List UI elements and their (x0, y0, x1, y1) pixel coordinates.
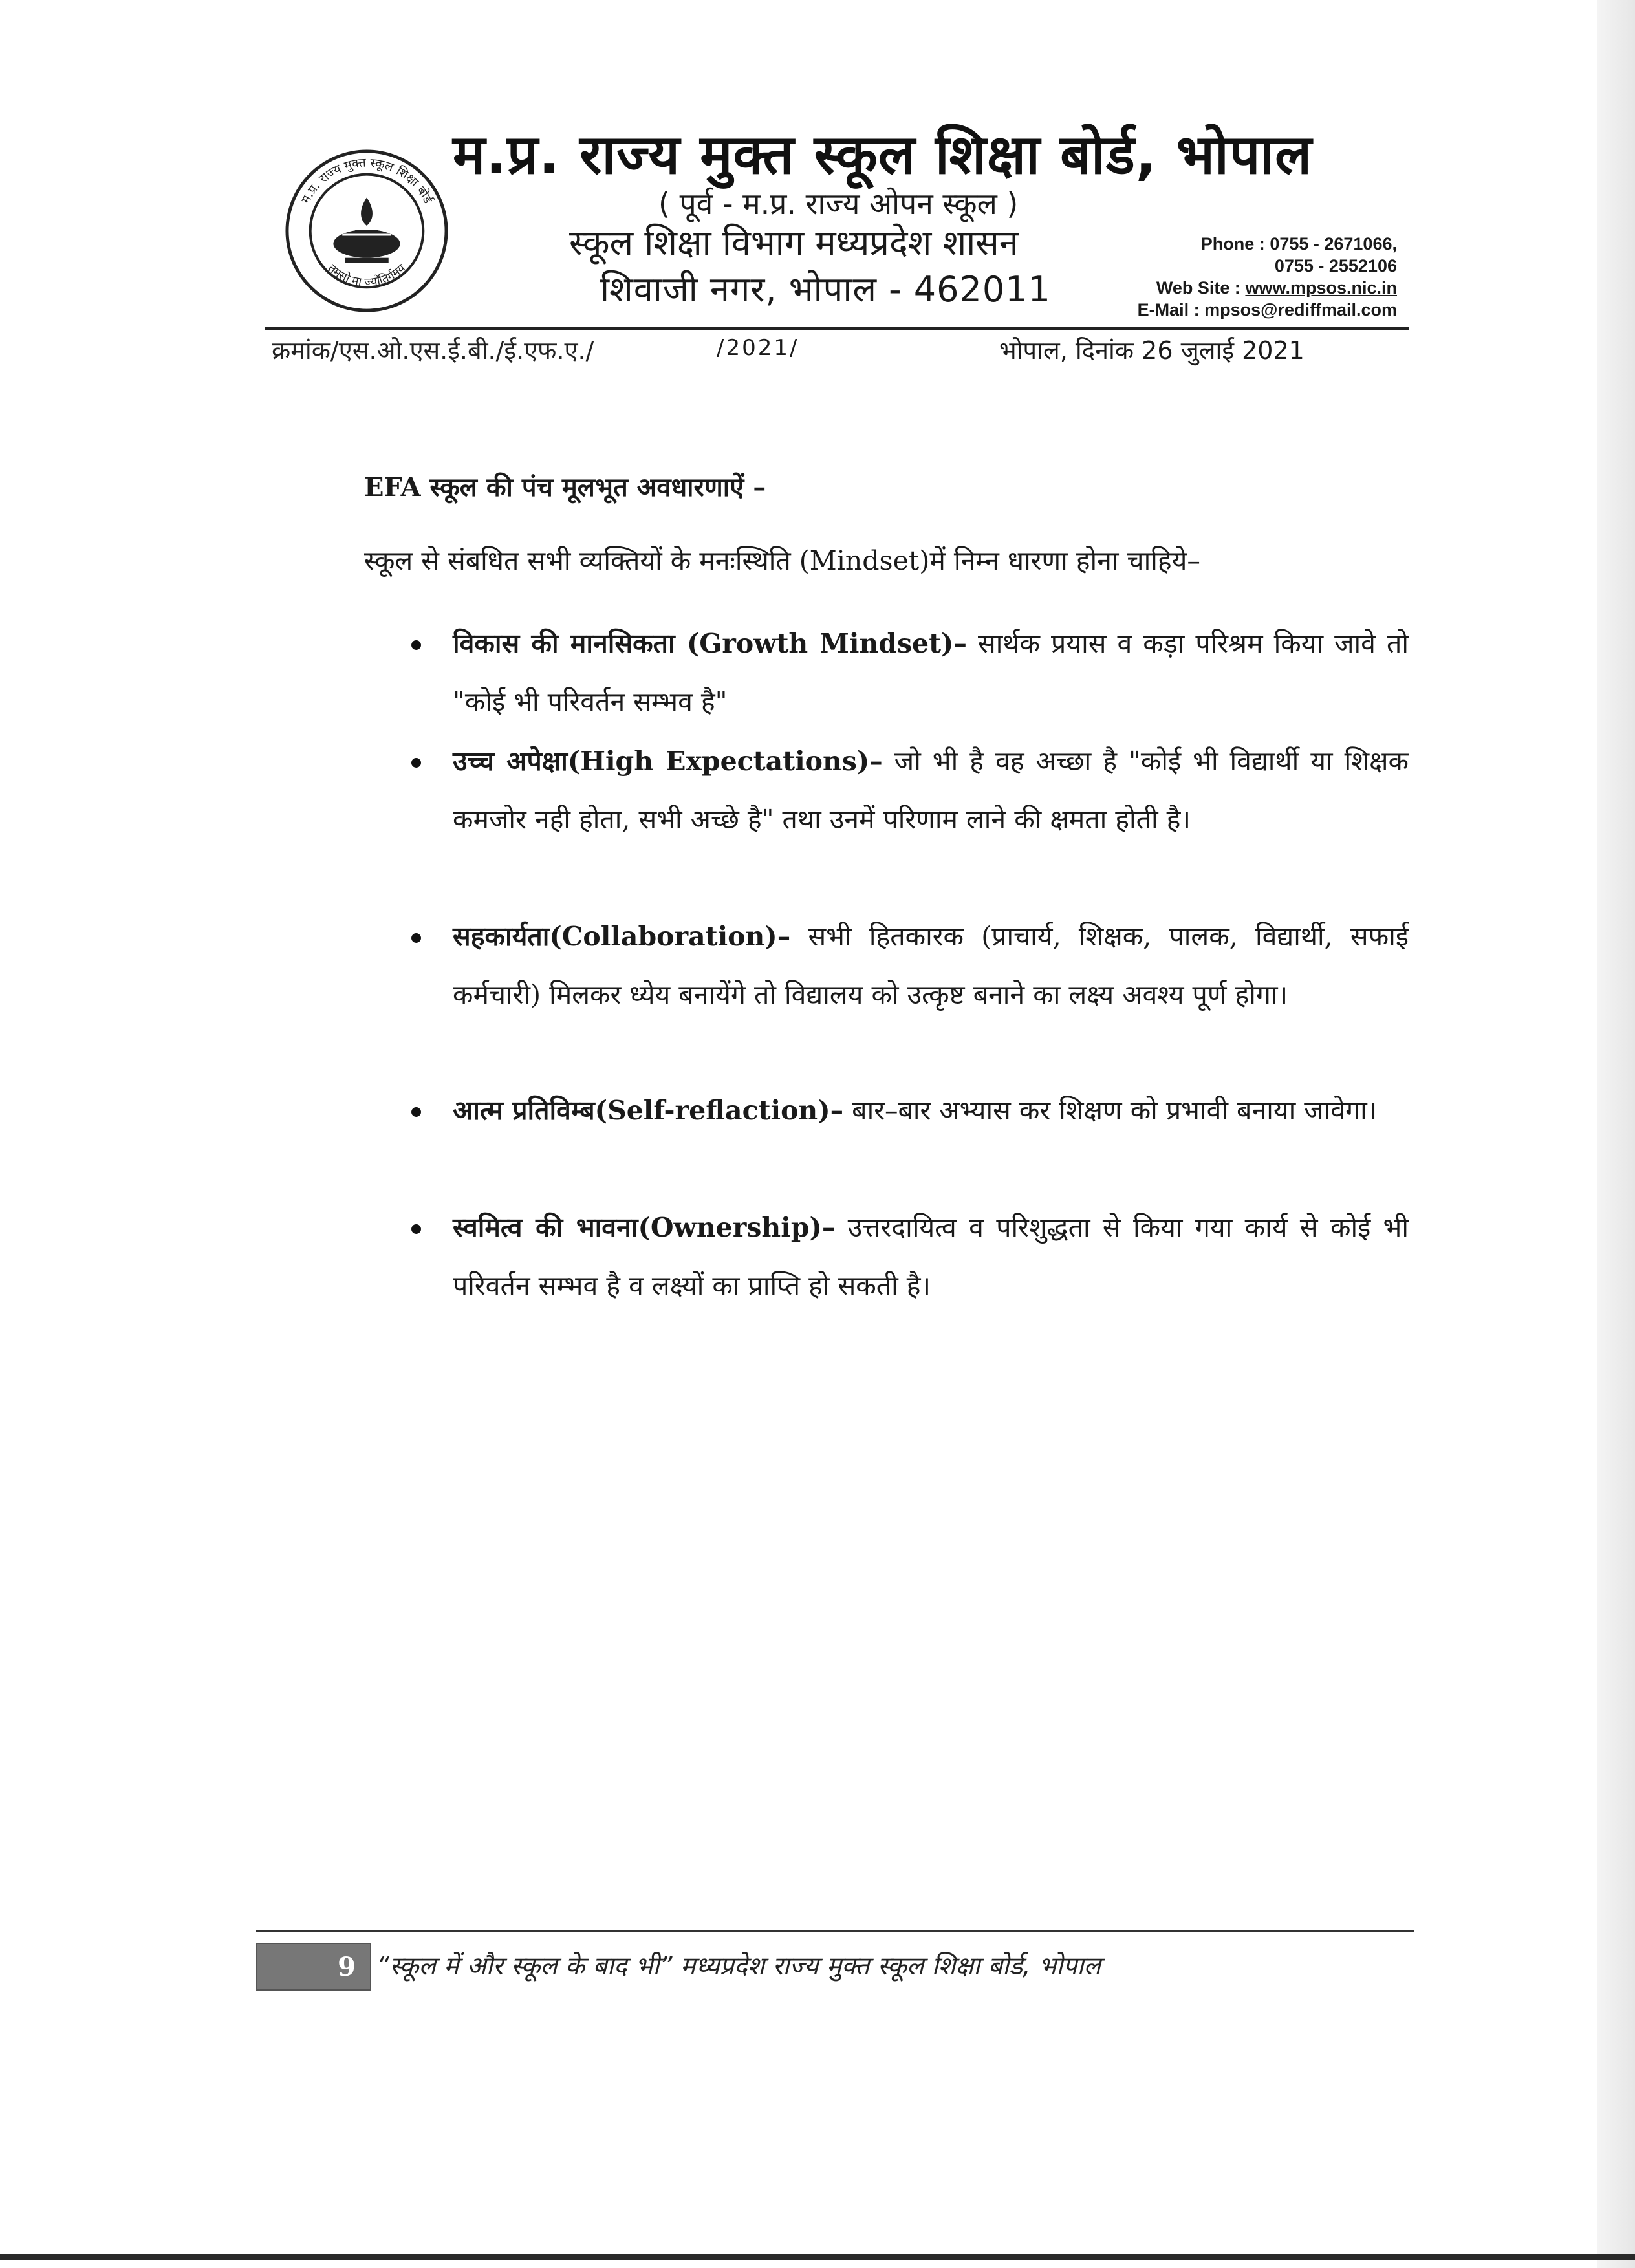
phone-line-2: 0755 - 2552106 (1274, 256, 1397, 275)
seal-motto-text: तमसो मा ज्योतिर्गमय (325, 261, 409, 290)
header-rule (265, 327, 1409, 330)
svg-text:तमसो मा ज्योतिर्गमय (325, 261, 409, 289)
bullet-dot (411, 933, 421, 943)
letter-date: 26 जुलाई 2021 (1142, 336, 1305, 365)
intro-paragraph: स्कूल से संबधित सभी व्यक्तियों के मनःस्थिति (Mindset)में निम्न धारणा होना चाहिये– (364, 545, 1200, 576)
reference-year: /2021/ (717, 335, 799, 361)
page-number: 9 (338, 1952, 356, 1982)
bullet-dot (411, 640, 421, 650)
bullet-dot (411, 1224, 421, 1234)
reference-number: क्रमांक/एस.ओ.एस.ई.बी./ई.एफ.ए./ (272, 336, 594, 365)
board-former-name: ( पूर्व - म.प्र. राज्य ओपन स्कूल ) (658, 186, 1019, 221)
list-item: स्वमित्व की भावना(Ownership)– उत्तरदायित्व व परिशुद्धता से किया गया कार्य से कोई भी परिवर्तन सम्भव है व लक्ष्यों का प्राप्ति हो सकती है। (453, 1212, 1409, 1301)
list-item: आत्म प्रतिविम्ब(Self-reflaction)– बार–बार अभ्यास कर शिक्षण को प्रभावी बनाया जावेगा। (453, 1095, 1378, 1126)
place-date: भोपाल, दिनांक 26 जुलाई 2021 (999, 336, 1305, 365)
email-line: E-Mail : mpsos@rediffmail.com (1137, 300, 1397, 319)
footer-rule (256, 1930, 1414, 1932)
bullet-dot (411, 758, 421, 768)
address-line: शिवाजी नगर, भोपाल - 462011 (600, 269, 1051, 310)
page-edge-shadow (1597, 0, 1635, 2268)
seal-ring-text: म.प्र. राज्य मुक्त स्कूल शिक्षा बोर्ड (299, 156, 435, 206)
board-seal-logo (283, 147, 450, 314)
list-item: उच्च अपेक्षा(High Expectations)– जो भी है वह अच्छा है "कोई भी विद्यार्थी या शिक्षक कमजोर नही होता, सभी अच्छे है" तथा उनमें परिणाम लाने की क्षमता होती है। (453, 746, 1409, 835)
contact-block (1099, 233, 1397, 321)
website-line: Web Site : www.mpsos.nic.in (1156, 278, 1397, 297)
email-address[interactable]: mpsos@rediffmail.com (1204, 300, 1397, 319)
scan-bottom-edge (0, 2254, 1635, 2260)
bullet-dot (411, 1107, 421, 1117)
list-item: विकास की मानसिकता (Growth Mindset)– सार्थक प्रयास व कड़ा परिश्रम किया जावे तो "कोई भी परिवर्तन सम्भव है" (453, 628, 1409, 717)
website-link[interactable]: www.mpsos.nic.in (1245, 278, 1397, 297)
phone-line: Phone : 0755 - 2671066, (1200, 234, 1397, 254)
list-item: सहकार्यता(Collaboration)– सभी हितकारक (प्राचार्य, शिक्षक, पालक, विद्यार्थी, सफाई कर्मचारी) मिलकर ध्येय बनायेंगे तो विद्यालय को उत्कृष्ट बनाने का लक्ष्य अवश्य पूर्ण होगा। (453, 921, 1409, 1010)
section-heading: EFA स्कूल की पंच मूलभूत अवधारणाऐं – (364, 472, 766, 502)
footer-tagline: “स्कूल में और स्कूल के बाद भी” मध्यप्रदेश राज्य मुक्त स्कूल शिक्षा बोर्ड, भोपाल (376, 1952, 1101, 1981)
department-line: स्कूल शिक्षा विभाग मध्यप्रदेश शासन (569, 222, 1019, 263)
board-title: म.प्र. राज्य मुक्त स्कूल शिक्षा बोर्ड, भोपाल (453, 123, 1313, 186)
page-number-box (256, 1943, 371, 1991)
